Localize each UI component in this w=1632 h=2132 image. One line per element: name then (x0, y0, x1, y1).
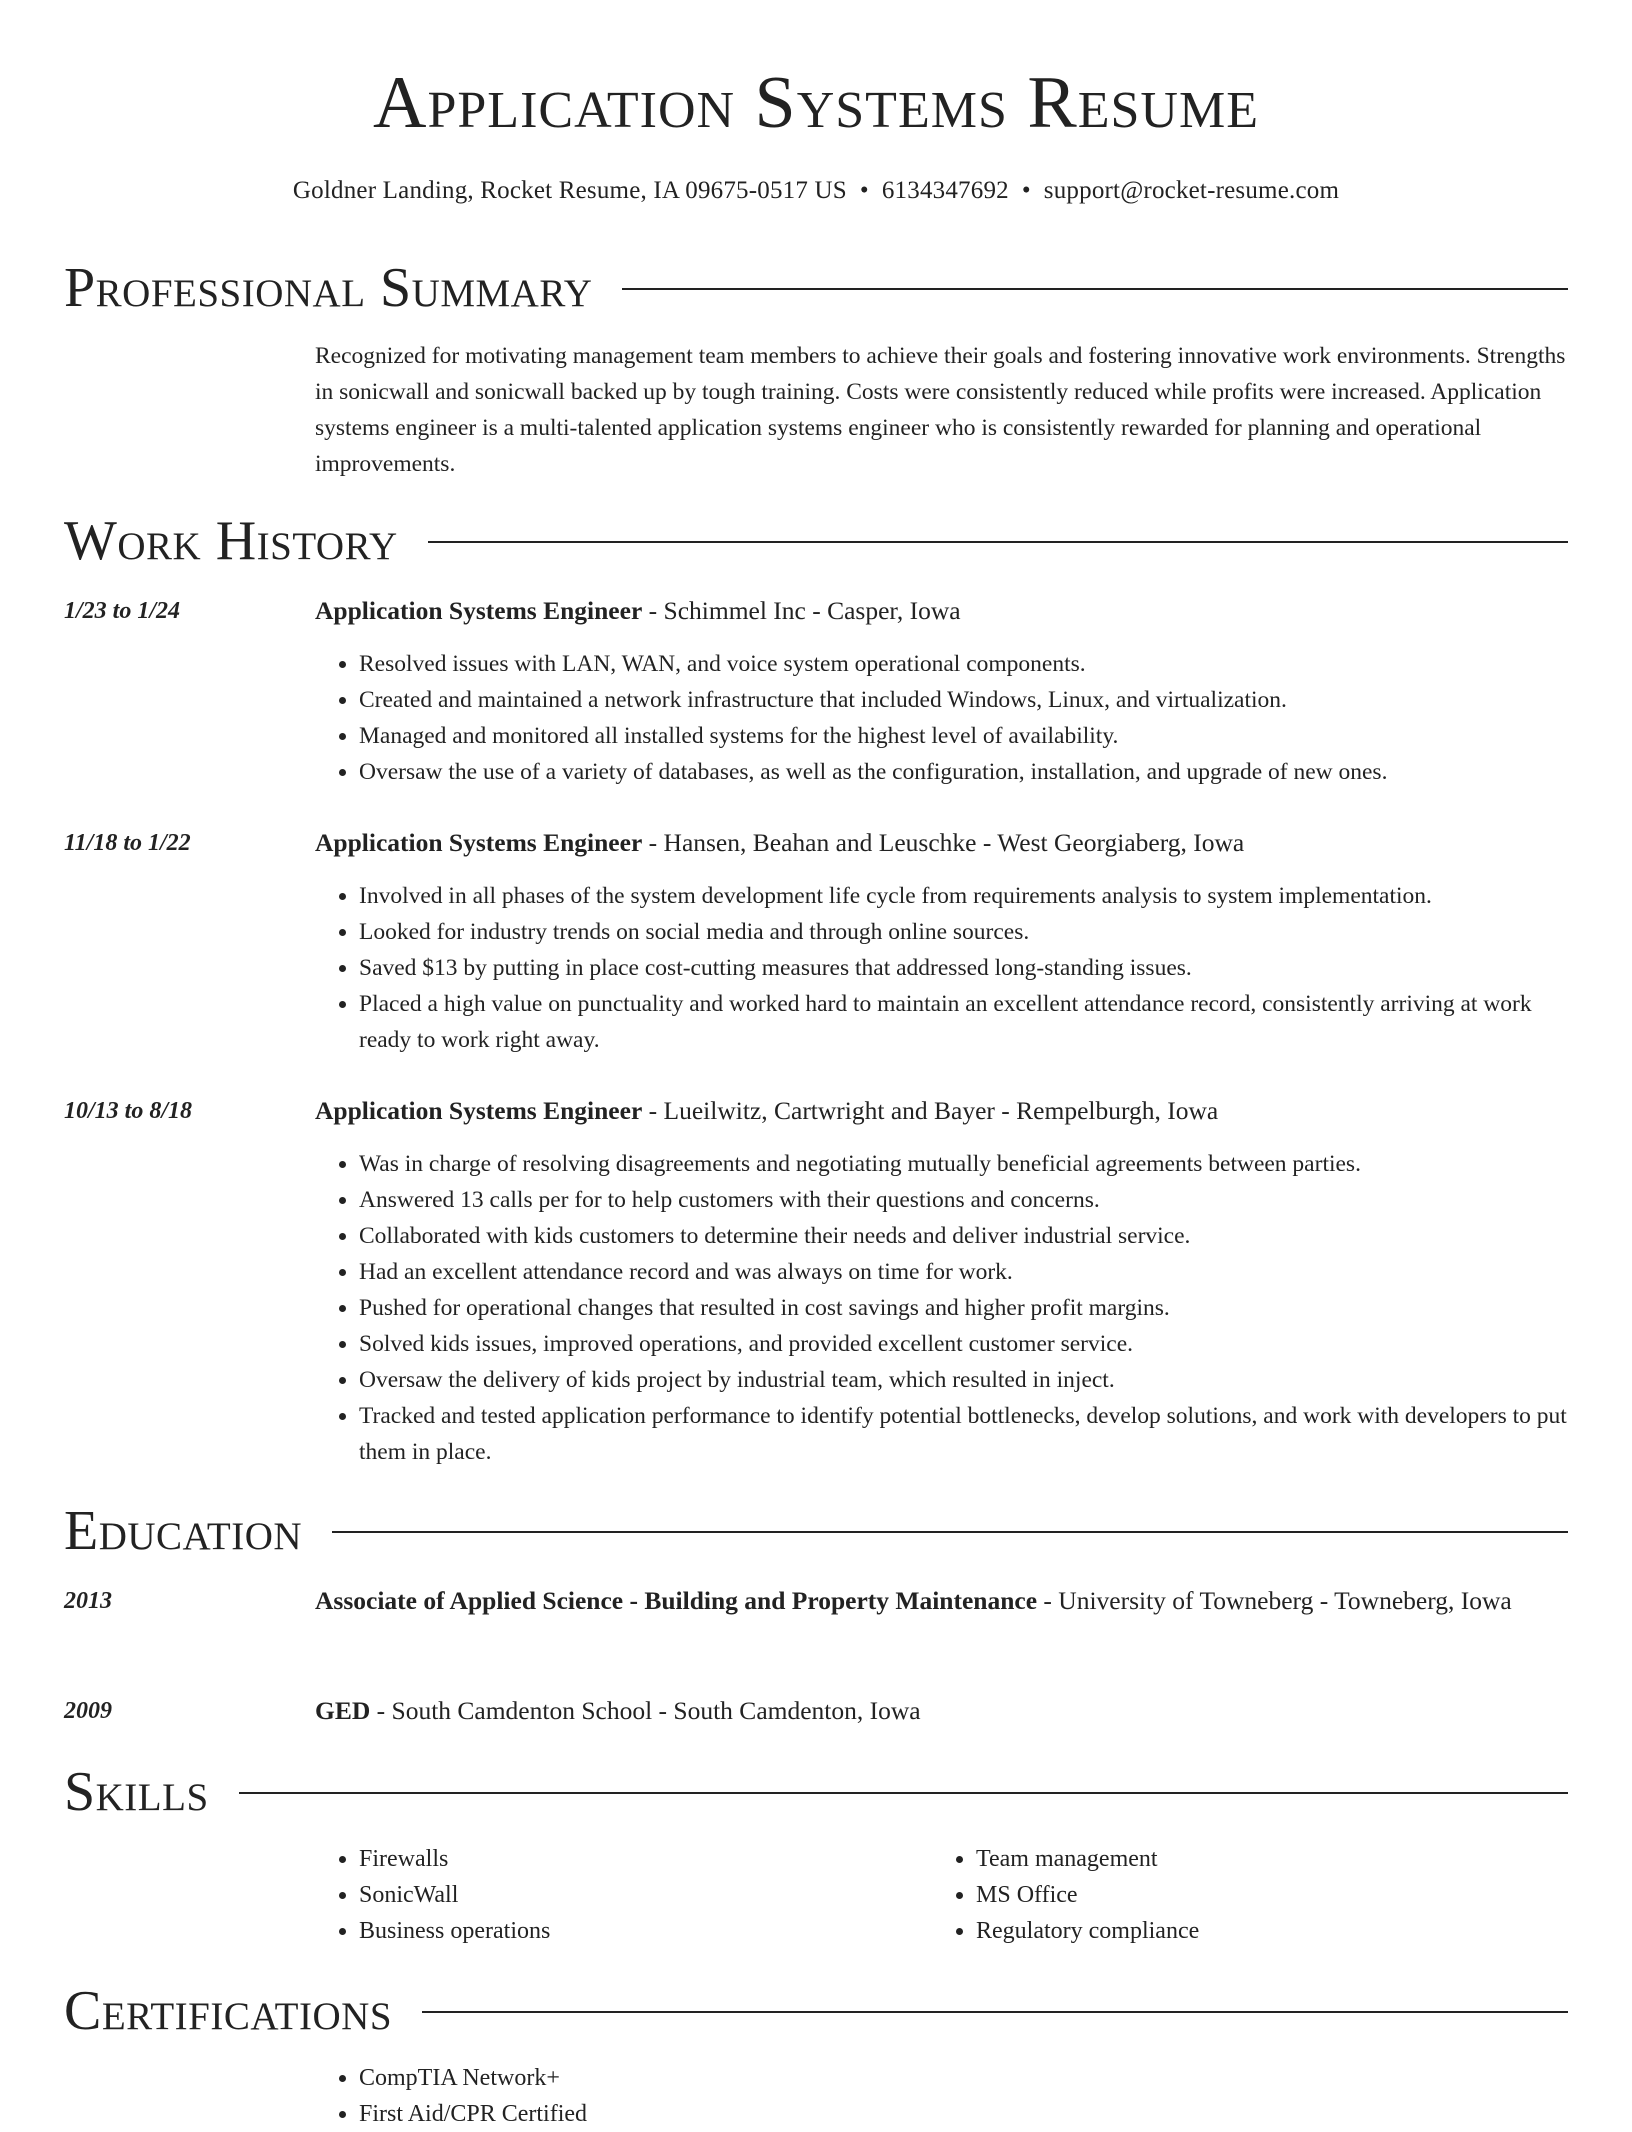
section-heading: Professional Summary (64, 257, 593, 319)
list-item: • Oversaw the use of a variety of databases, as well as the configuration, installation, and upgrade of new ones. (359, 754, 1570, 790)
list-item: • Pushed for operational changes that resulted in cost savings and higher profit margins. (359, 1290, 1570, 1326)
skills-list-left (315, 1841, 550, 1949)
education-year: 2009 (64, 1698, 112, 1724)
job-heading (315, 823, 1570, 863)
education-school: - University of Towneberg - Towneberg, Iowa (1037, 1586, 1512, 1615)
job-bullets (315, 1146, 1570, 1470)
list-item: • Created and maintained a network infrastructure that included Windows, Linux, and virtualization. (359, 682, 1570, 718)
skills-list-right (932, 1841, 1199, 1949)
section-heading: Skills (64, 1761, 209, 1823)
skill-item: • Business operations (359, 1913, 550, 1949)
contact-separator: • (1021, 177, 1031, 204)
certification-item: • CompTIA Network+ (359, 2060, 587, 2096)
education-degree: GED (315, 1696, 371, 1725)
job-bullets (315, 646, 1570, 790)
education-entry (315, 1691, 1570, 1731)
job-employer: - Schimmel Inc - Casper, Iowa (642, 596, 961, 625)
contact-address: Goldner Landing, Rocket Resume, IA 09675-0517 US (292, 177, 847, 204)
contact-email[interactable]: support@rocket-resume.com (1043, 177, 1340, 204)
education-year: 2013 (64, 1588, 112, 1614)
list-item: • Saved $13 by putting in place cost-cutting measures that addressed long-standing issues. (359, 950, 1570, 986)
skill-item: • Regulatory compliance (976, 1913, 1199, 1949)
section-work-history (64, 509, 1568, 573)
skill-item: • Firewalls (359, 1841, 550, 1877)
section-heading: Certifications (64, 1980, 393, 2042)
list-item: • Placed a high value on punctuality and worked hard to maintain an excellent attendance record, consistently arriving at work ready to work right away. (359, 986, 1570, 1058)
job-title: Application Systems Engineer (315, 596, 643, 625)
section-education (64, 1499, 1568, 1563)
section-certifications (64, 1979, 1568, 2043)
section-heading: Work History (64, 510, 398, 572)
contact-line (0, 174, 1632, 208)
job-heading (315, 1091, 1570, 1131)
education-degree: Associate of Applied Science - Building and Property Maintenance (315, 1586, 1038, 1615)
list-item: • Collaborated with kids customers to determine their needs and deliver industrial service. (359, 1218, 1570, 1254)
list-item: • Involved in all phases of the system development life cycle from requirements analysis to system implementation. (359, 878, 1570, 914)
education-school: - South Camdenton School - South Camdenton, Iowa (370, 1696, 921, 1725)
job-employer: - Hansen, Beahan and Leuschke - West Georgiaberg, Iowa (642, 828, 1245, 857)
list-item: • Had an excellent attendance record and was always on time for work. (359, 1254, 1570, 1290)
resume-title: Application Systems Resume (373, 62, 1259, 144)
section-divider (239, 1792, 1568, 1794)
section-skills (64, 1760, 1568, 1824)
section-heading: Education (64, 1500, 303, 1562)
job-bullets (315, 878, 1570, 1058)
section-professional-summary (64, 256, 1568, 320)
skill-item: • SonicWall (359, 1877, 550, 1913)
certification-item: • First Aid/CPR Certified (359, 2096, 587, 2132)
section-divider (332, 1531, 1568, 1533)
summary-text: Recognized for motivating management team members to achieve their goals and fostering innovative work environments. Strengths in sonicwall and sonicwall backed up by tough training. Costs were consistently reduced while profits were increased. Application systems engineer is a multi-talented application systems engineer who is consistently rewarded for planning and operational improvements. (315, 343, 1566, 477)
job-title: Application Systems Engineer (315, 828, 643, 857)
list-item: • Solved kids issues, improved operations, and provided excellent customer service. (359, 1326, 1570, 1362)
list-item: • Tracked and tested application performance to identify potential bottlenecks, develop solutions, and work with developers to put them in place. (359, 1398, 1570, 1470)
job-employer: - Lueilwitz, Cartwright and Bayer - Rempelburgh, Iowa (642, 1096, 1219, 1125)
education-entry (315, 1581, 1570, 1621)
list-item: • Looked for industry trends on social media and through online sources. (359, 914, 1570, 950)
contact-separator: • (859, 177, 869, 204)
job-heading (315, 591, 1570, 631)
certifications-list (315, 2060, 587, 2132)
section-divider (428, 541, 1568, 543)
contact-phone: 6134347692 (881, 177, 1009, 204)
job-dates: 11/18 to 1/22 (64, 830, 191, 856)
skill-item: • Team management (976, 1841, 1199, 1877)
list-item: • Answered 13 calls per for to help customers with their questions and concerns. (359, 1182, 1570, 1218)
section-divider (422, 2011, 1568, 2013)
skill-item: • MS Office (976, 1877, 1199, 1913)
list-item: • Was in charge of resolving disagreements and negotiating mutually beneficial agreements between parties. (359, 1146, 1570, 1182)
section-divider (622, 288, 1568, 290)
job-title: Application Systems Engineer (315, 1096, 643, 1125)
list-item: • Managed and monitored all installed systems for the highest level of availability. (359, 718, 1570, 754)
list-item: • Resolved issues with LAN, WAN, and voice system operational components. (359, 646, 1570, 682)
job-dates: 10/13 to 8/18 (64, 1098, 193, 1124)
list-item: • Oversaw the delivery of kids project by industrial team, which resulted in inject. (359, 1362, 1570, 1398)
job-dates: 1/23 to 1/24 (64, 598, 181, 624)
